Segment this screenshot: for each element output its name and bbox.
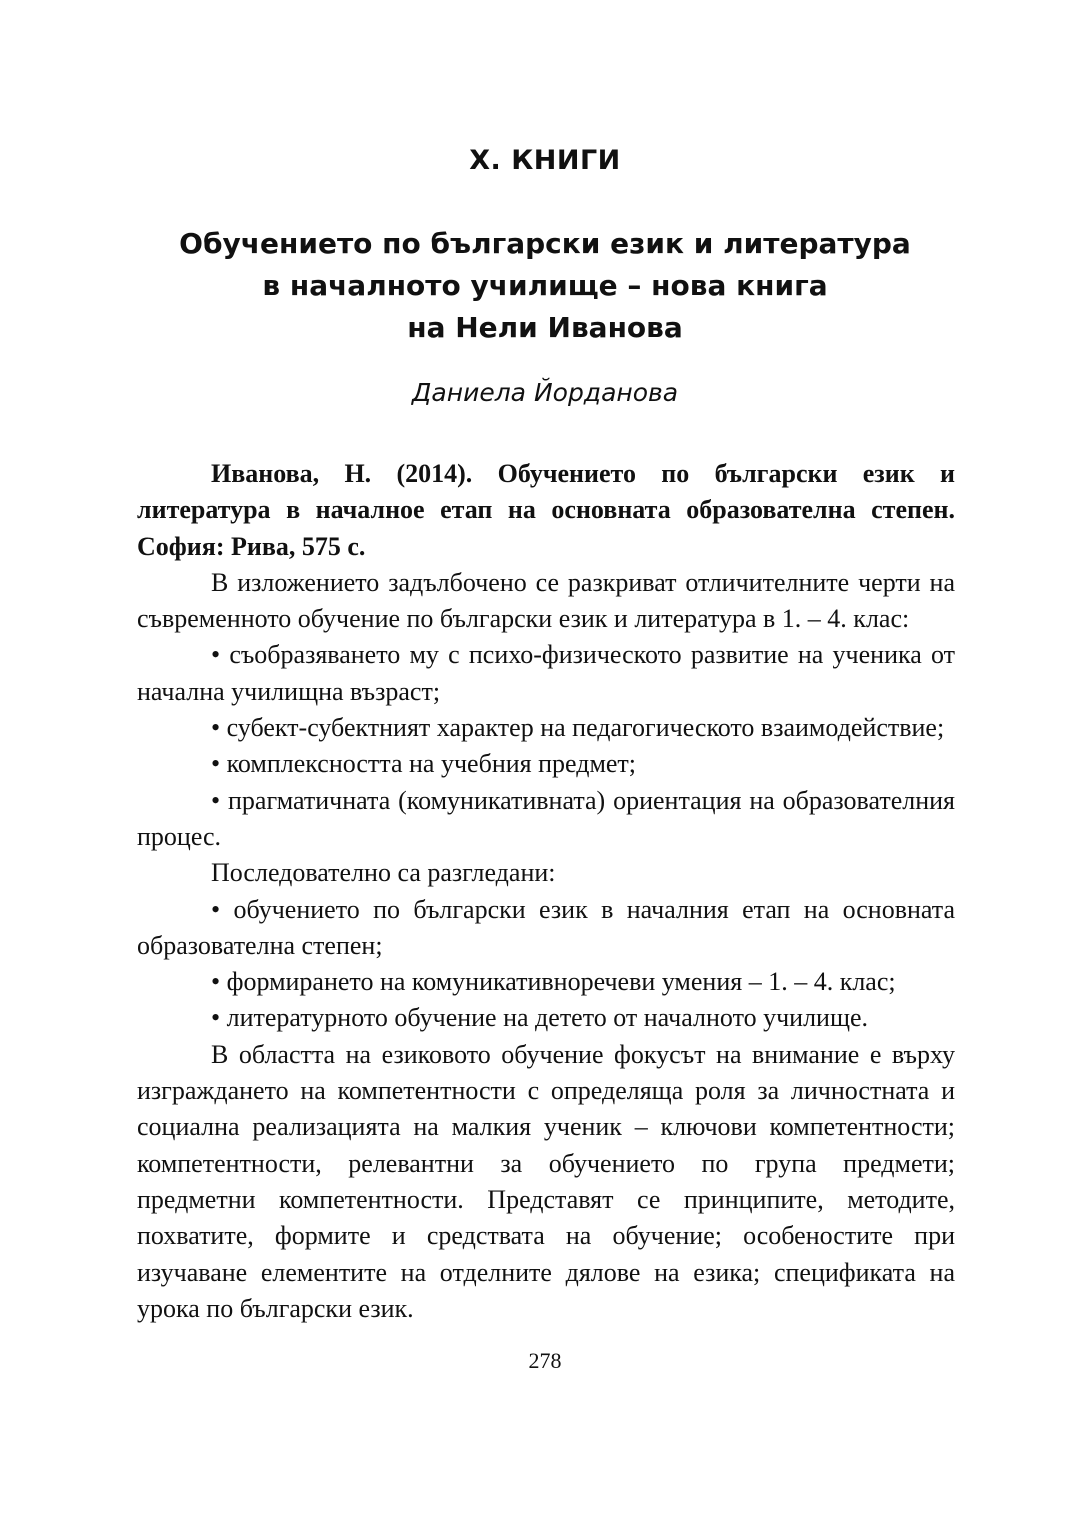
review-body <box>137 456 955 1327</box>
bullet-item: • съобразяването му с психо-физическото развитие на ученика от начална училищна възраст; <box>137 637 955 710</box>
bullet-item: • литературното обучение на детето от началното училище. <box>137 1000 955 1036</box>
article-title-line-2: в началното училище – нова книга <box>262 269 828 302</box>
article-title <box>0 223 1080 349</box>
section-title: X. КНИГИ <box>469 145 621 176</box>
author-name: Даниела Йорданова <box>411 378 679 407</box>
bullet-item: • прагматичната (комуникативната) ориентация на образователния процес. <box>137 783 955 856</box>
bullet-item: • субект-субектният характер на педагогическото взаимодействие; <box>137 710 955 746</box>
paragraph-considered: Последователно са разгледани: <box>211 858 556 888</box>
article-title-line-1: Обучението по български език и литература <box>179 227 911 260</box>
paragraph-closing: В областта на езиковото обучение фокусът на внимание е върху изграждането на компетентности с определяща роля за личностната и социална реализацията на малкия ученик – ключови компетентности; компетентности, релевантни за обучението по група предмети; предметни компетентности. Представят се принципите, методите, похватите, формите и средствата на обучение; особеностите при изучаване елементите на отделните дялове на езика; спецификата на урока по български език. <box>137 1039 955 1323</box>
article-title-line-3: на Нели Иванова <box>407 311 683 344</box>
bullet-item: • обучението по български език в началния етап на основната образователна степен; <box>137 892 955 965</box>
paragraph-intro: В изложението задълбочено се разкриват отличителните черти на съвременното обучение по български език и литература в 1. – 4. клас: <box>137 567 955 634</box>
bullet-item: • формирането на комуникативноречеви умения – 1. – 4. клас; <box>137 964 955 1000</box>
page-number: 278 <box>528 1348 562 1373</box>
book-citation: Иванова, Н. (2014). Обучението по български език и литература в началное етап на основната образователна степен. София: Рива, 575 с. <box>137 459 955 561</box>
bullet-item: • комплексността на учебния предмет; <box>137 746 955 782</box>
